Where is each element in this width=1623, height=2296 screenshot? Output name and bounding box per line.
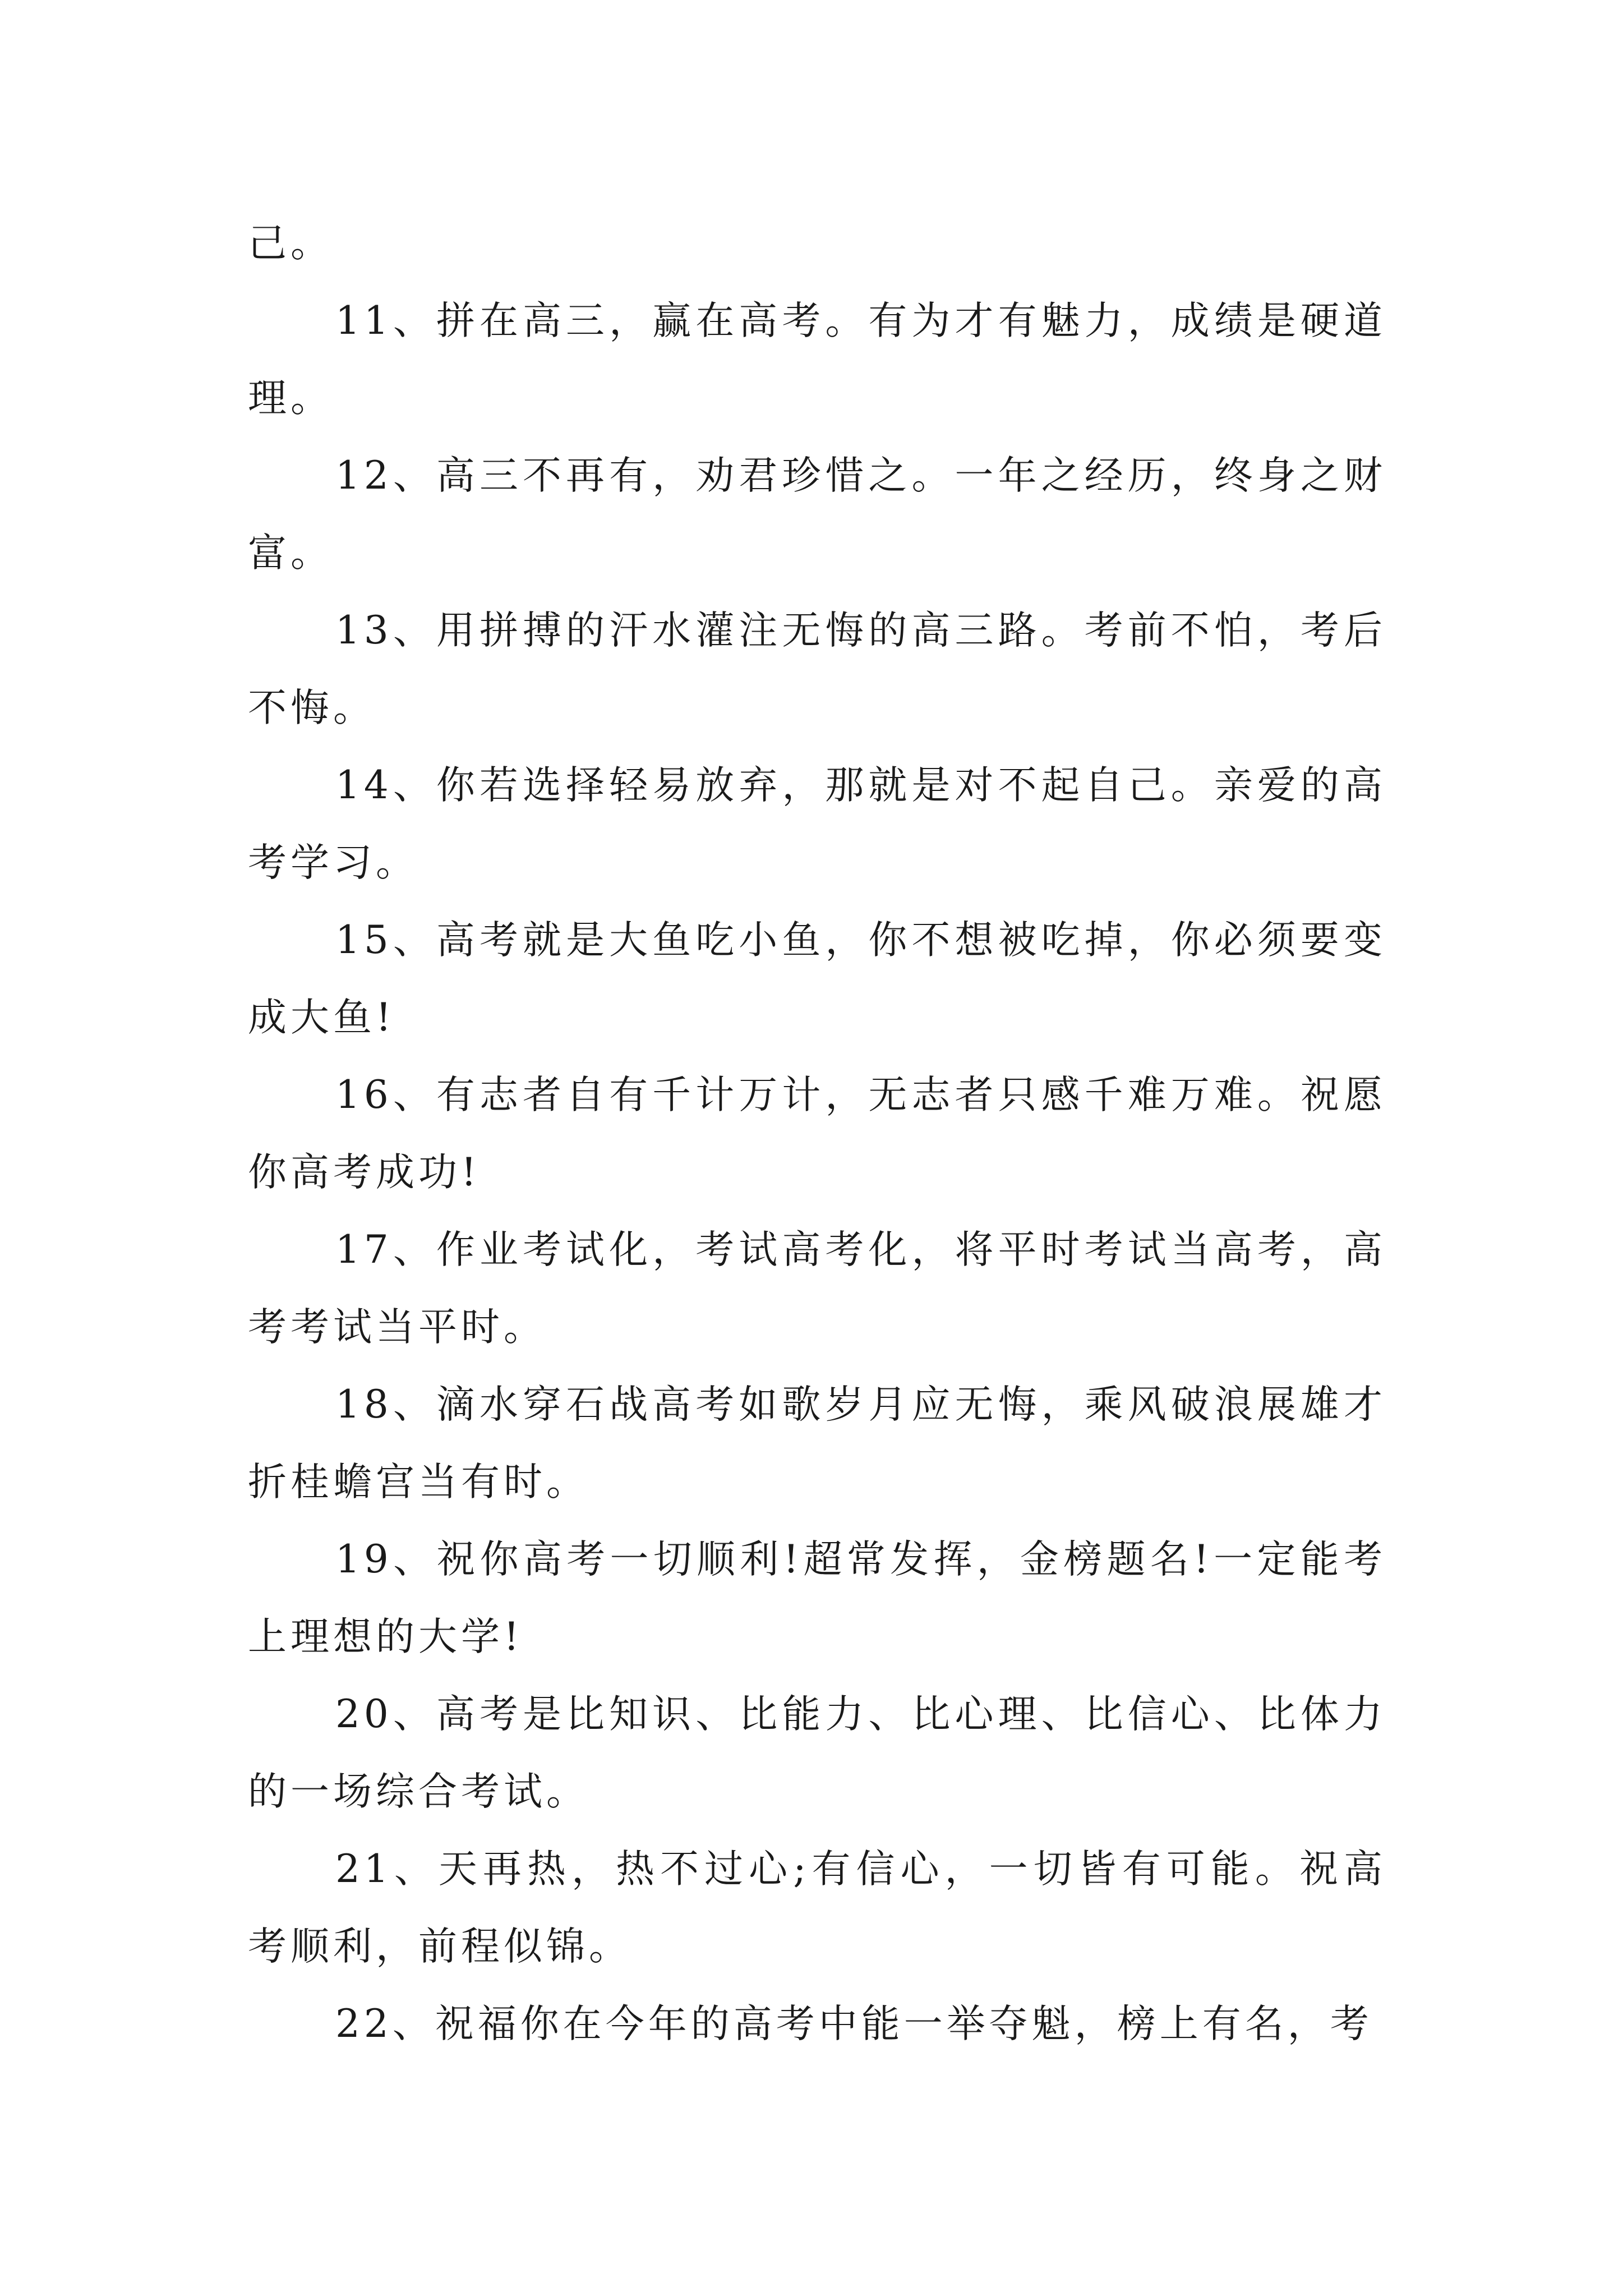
paragraph-item-20: 20、高考是比知识、比能力、比心理、比信心、比体力的一场综合考试。: [248, 1692, 1386, 1814]
paragraph-item-17: 17、作业考试化，考试高考化，将平时考试当高考，高考考试当平时。: [248, 1227, 1386, 1350]
paragraph-item-14: 14、你若选择轻易放弃，那就是对不起自己。亲爱的高考学习。: [248, 763, 1386, 885]
paragraph-item-15: 15、高考就是大鱼吃小鱼，你不想被吃掉，你必须要变成大鱼!: [248, 918, 1386, 1040]
paragraph-continuation: 己。: [248, 221, 333, 266]
paragraph-item-12: 12、高三不再有，劝君珍惜之。一年之经历，终身之财富。: [248, 453, 1386, 576]
paragraph-item-22: 22、祝福你在今年的高考中能一举夺魁，榜上有名，考: [335, 2001, 1373, 2046]
paragraph-item-16: 16、有志者自有千计万计，无志者只感千难万难。祝愿你高考成功!: [248, 1073, 1386, 1195]
paragraph-item-13: 13、用拼搏的汗水灌注无悔的高三路。考前不怕，考后不悔。: [248, 608, 1386, 730]
paragraph-item-18: 18、滴水穿石战高考如歌岁月应无悔，乘风破浪展雄才折桂蟾宫当有时。: [248, 1382, 1386, 1504]
body-text: [248, 205, 1386, 2063]
paragraph-item-11: 11、拼在高三，赢在高考。有为才有魅力，成绩是硬道理。: [248, 298, 1386, 421]
paragraph-item-21: 21、天再热，热不过心;有信心，一切皆有可能。祝高考顺利，前程似锦。: [248, 1847, 1386, 1969]
paragraph-item-19: 19、祝你高考一切顺利!超常发挥，金榜题名!一定能考上理想的大学!: [248, 1537, 1386, 1659]
